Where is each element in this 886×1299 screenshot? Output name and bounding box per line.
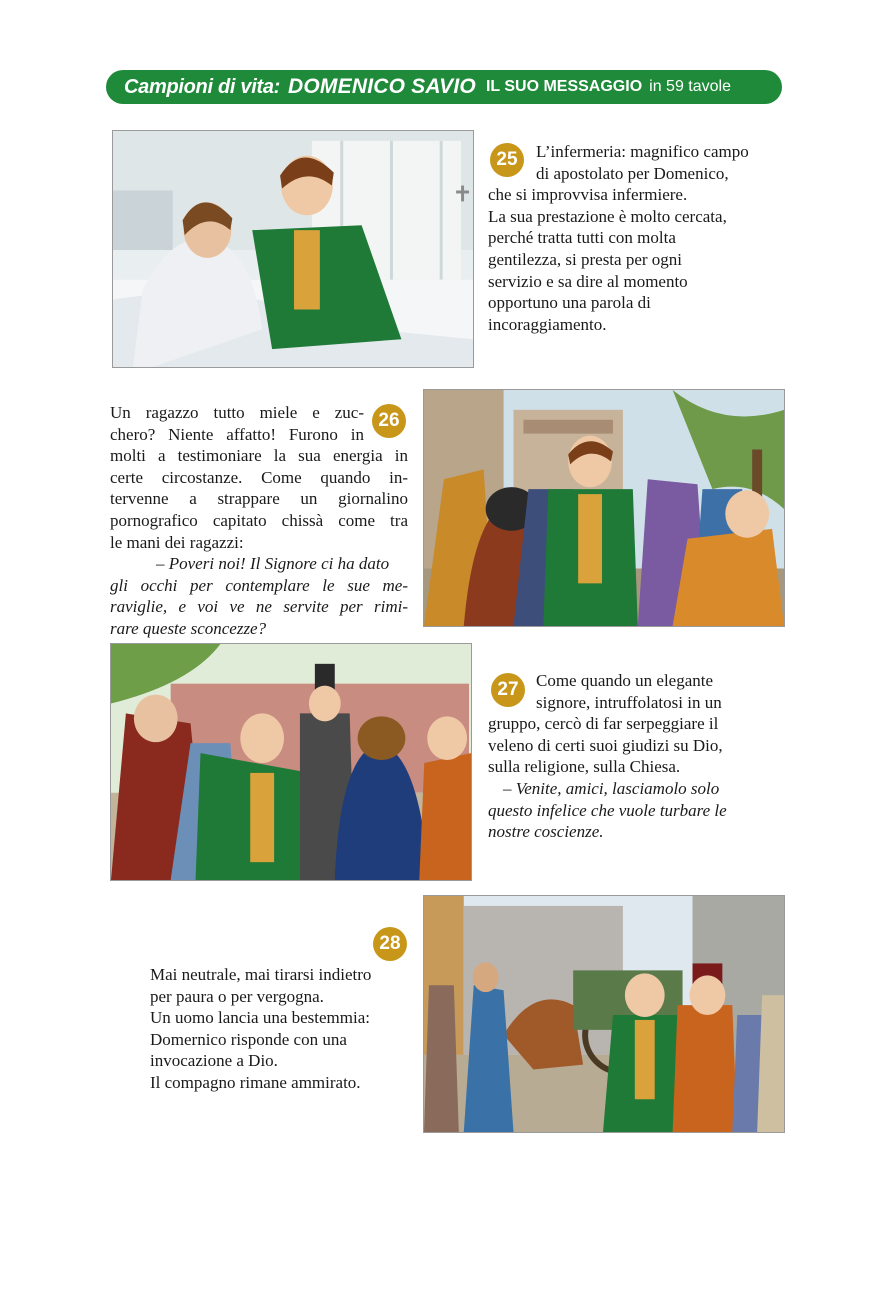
panel-number-badge-25: 25 <box>490 143 524 177</box>
text-line: L’infermeria: magnifico campo <box>536 142 749 161</box>
text-line: Il compagno rimane ammirato. <box>150 1072 361 1092</box>
text-line: Come quando un elegante <box>536 671 714 690</box>
text-line: gentilezza, si presta per ogni <box>488 249 683 269</box>
illustration-25-infirmary <box>112 130 474 368</box>
quote-line: gli occhi per contemplare le sue me- <box>110 575 408 595</box>
quote-line: questo infelice che vuole turbare le <box>488 800 727 820</box>
quote-line: – Venite, amici, lasciamolo solo <box>503 778 720 798</box>
text-line: Un uomo lancia una bestemmia: <box>150 1008 370 1028</box>
text-line: certe circostanze. Come quando in- <box>110 467 408 487</box>
text-line: incoraggiamento. <box>488 314 607 334</box>
section-title: IL SUO MESSAGGIO <box>485 78 643 95</box>
series-title: Campioni di vita: <box>124 75 281 98</box>
text-line: che si improvvisa infermiere. <box>488 185 688 205</box>
illustration-28-street <box>423 895 785 1133</box>
quote-line: nostre coscienze. <box>488 822 604 842</box>
text-line: servizio e sa dire al momento <box>488 271 688 291</box>
text-line: Domernico risponde con una <box>150 1029 347 1049</box>
panel-number-badge-28: 28 <box>373 927 407 961</box>
text-line: le mani dei ragazzi: <box>110 532 244 552</box>
text-line: per paura o per vergogna. <box>150 986 324 1006</box>
text-line: perché tratta tutti con molta <box>488 228 676 248</box>
text-line: veleno di certi suoi giudizi su Dio, <box>488 735 723 755</box>
plate-count: in 59 tavole <box>649 78 731 95</box>
text-line: chero? Niente affatto! Furono in <box>110 424 364 444</box>
quote-line: – Poveri noi! Il Signore ci ha dato <box>156 554 390 574</box>
text-line: invocazione a Dio. <box>150 1051 278 1071</box>
illustration-26-courtyard <box>423 389 785 627</box>
panel-number-badge-26: 26 <box>372 404 406 438</box>
text-line: Mai neutrale, mai tirarsi indietro <box>150 965 372 984</box>
text-line: pornografico capitato chissà come tra <box>110 510 408 530</box>
text-line: molti a testimoniare la sua energia in <box>110 446 408 466</box>
quote-line: rare queste sconcezze? <box>110 618 267 638</box>
panel-27-text <box>488 670 788 843</box>
text-line: opportuno una parola di <box>488 293 651 313</box>
panel-25-text <box>488 141 788 335</box>
panel-26-text <box>110 402 408 640</box>
quote-line: raviglie, e voi ve ne servite per rimi- <box>110 597 408 617</box>
text-line: tervenne a strappare un giornalino <box>110 489 408 509</box>
text-line: sulla religione, sulla Chiesa. <box>488 757 681 777</box>
text-line: La sua prestazione è molto cercata, <box>488 206 727 226</box>
panel-number-badge-27: 27 <box>491 673 525 707</box>
text-line: Un ragazzo tutto miele e zuc- <box>110 403 364 422</box>
text-line: signore, intruffolatosi in un <box>536 692 722 712</box>
illustration-27-gentleman <box>110 643 472 881</box>
panel-28-text <box>150 964 420 1094</box>
series-header-banner <box>106 70 782 104</box>
text-line: gruppo, cercò di far serpeggiare il <box>488 714 719 734</box>
subject-name: DOMENICO SAVIO <box>288 75 476 98</box>
text-line: di apostolato per Domenico, <box>536 163 729 183</box>
